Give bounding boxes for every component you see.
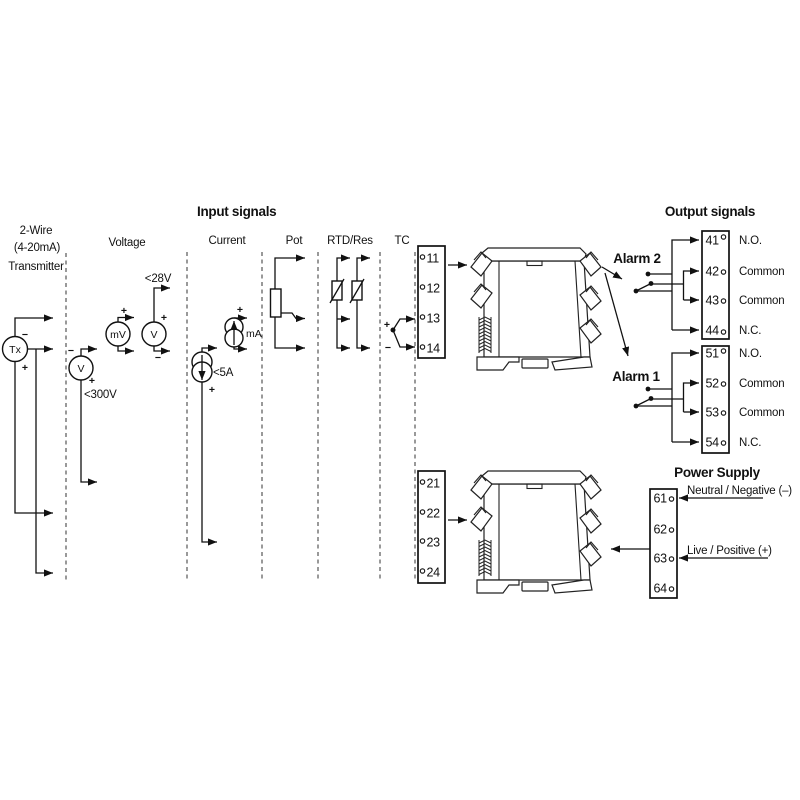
transmitter-label-line1: 2-Wire [19, 225, 53, 237]
contact-label-54: N.C. [739, 437, 762, 449]
terminal-circle [420, 315, 424, 319]
column-label-rtd: RTD/Res [327, 235, 373, 247]
contact-label-42: Common [739, 266, 785, 278]
voltmeter-28v-rating: <28V [144, 273, 172, 285]
terminal-block-input-top [418, 246, 445, 358]
transmitter-circuit [3, 318, 54, 573]
terminal-54: 54 [705, 435, 719, 450]
device-top [471, 248, 601, 370]
terminal-24: 24 [426, 565, 440, 580]
terminal-14: 14 [426, 341, 440, 356]
terminal-61: 61 [653, 491, 667, 506]
terminal-circle [420, 285, 424, 289]
power-neutral-line [679, 485, 792, 498]
voltmeter-300v-plus: + [88, 375, 96, 387]
terminal-circle [420, 255, 424, 259]
tc-plus: + [383, 319, 391, 331]
terminal-circle [420, 345, 424, 349]
terminal-13: 13 [426, 311, 440, 326]
voltmeter-28v-plus: + [160, 312, 168, 324]
terminal-circle [420, 539, 424, 543]
terminal-circle [420, 480, 424, 484]
column-label-current: Current [208, 235, 246, 247]
terminal-circle [669, 528, 673, 532]
terminal-block-power [650, 489, 677, 598]
ma-source-label: mA [246, 328, 262, 340]
pot-body [271, 289, 282, 317]
output-signals-header: Output signals [664, 204, 756, 219]
a5-source-rating: <5A [213, 367, 234, 379]
alarm1-label: Alarm 1 [612, 369, 660, 384]
voltmeter-28v-label: V [150, 329, 158, 341]
contact-label-52: Common [739, 378, 785, 390]
voltage-inputs [68, 273, 172, 482]
pot-input [271, 258, 306, 348]
contact-label-41: N.O. [739, 235, 762, 247]
power-supply-header: Power Supply [674, 465, 760, 480]
contact-label-53: Common [739, 407, 785, 419]
power-live-line [679, 545, 772, 558]
tx-label: Tx [9, 344, 21, 356]
millivolt-plus: + [120, 305, 128, 317]
terminal-circle [721, 349, 725, 353]
terminal-41: 41 [705, 233, 719, 248]
column-label-voltage: Voltage [108, 237, 146, 249]
device-bottom [471, 471, 601, 593]
terminal-44: 44 [705, 323, 719, 338]
terminal-block-input-bottom [418, 471, 445, 583]
terminal-12: 12 [426, 281, 440, 296]
input-signals-header: Input signals [197, 204, 277, 219]
transmitter-label-line3: Transmitter [8, 261, 64, 273]
terminal-circle [669, 587, 673, 591]
voltmeter-300v-minus: − [67, 345, 75, 357]
millivolt-label: mV [110, 329, 126, 341]
terminal-23: 23 [426, 535, 440, 550]
terminal-circle [669, 497, 673, 501]
ma-source-plus: + [236, 304, 244, 316]
terminal-circle [420, 569, 424, 573]
column-label-transmitter [8, 225, 64, 273]
terminal-52: 52 [705, 376, 719, 391]
tc-junction-dot [391, 328, 396, 333]
column-label-pot: Pot [285, 235, 303, 247]
contact-label-43: Common [739, 295, 785, 307]
terminal-circle [721, 382, 725, 386]
terminal-43: 43 [705, 293, 719, 308]
tx-plus-sign: + [21, 362, 29, 374]
terminal-circle [721, 330, 725, 334]
column-label-tc: TC [394, 235, 410, 247]
tx-minus-sign: − [21, 329, 29, 341]
terminal-circle [721, 411, 725, 415]
column-separators [66, 252, 415, 582]
terminal-51: 51 [705, 346, 719, 361]
terminal-21: 21 [426, 476, 440, 491]
terminal-block-alarm1 [702, 346, 784, 453]
tc-minus: − [384, 342, 392, 354]
power-live-label: Live / Positive (+) [687, 545, 772, 557]
voltmeter-300v-label: V [77, 363, 85, 375]
terminal-11: 11 [426, 251, 439, 266]
voltmeter-28v-minus: − [154, 352, 162, 364]
terminal-62: 62 [653, 522, 667, 537]
tc-input [384, 319, 415, 354]
power-neutral-label: Neutral / Negative (–) [687, 485, 792, 497]
terminal-22: 22 [426, 506, 440, 521]
current-inputs [192, 304, 262, 542]
contact-label-44: N.C. [739, 325, 762, 337]
rtd-input [330, 258, 370, 348]
a5-source-plus: + [208, 384, 216, 396]
terminal-42: 42 [705, 264, 719, 279]
transmitter-label-line2: (4-20mA) [13, 242, 61, 254]
terminal-circle [721, 441, 725, 445]
terminal-63: 63 [653, 551, 667, 566]
terminal-circle [669, 557, 673, 561]
alarm1-relay [634, 353, 699, 442]
terminal-circle [721, 235, 725, 239]
terminal-64: 64 [653, 581, 667, 596]
terminal-circle [420, 510, 424, 514]
contact-label-51: N.O. [739, 348, 762, 360]
terminal-block-alarm2 [702, 231, 784, 339]
terminal-53: 53 [705, 405, 719, 420]
terminal-circle [721, 270, 725, 274]
alarm2-label: Alarm 2 [613, 251, 661, 266]
voltmeter-300v-rating: <300V [84, 389, 117, 401]
terminal-circle [721, 299, 725, 303]
alarm1-leader-arrow [605, 273, 628, 356]
